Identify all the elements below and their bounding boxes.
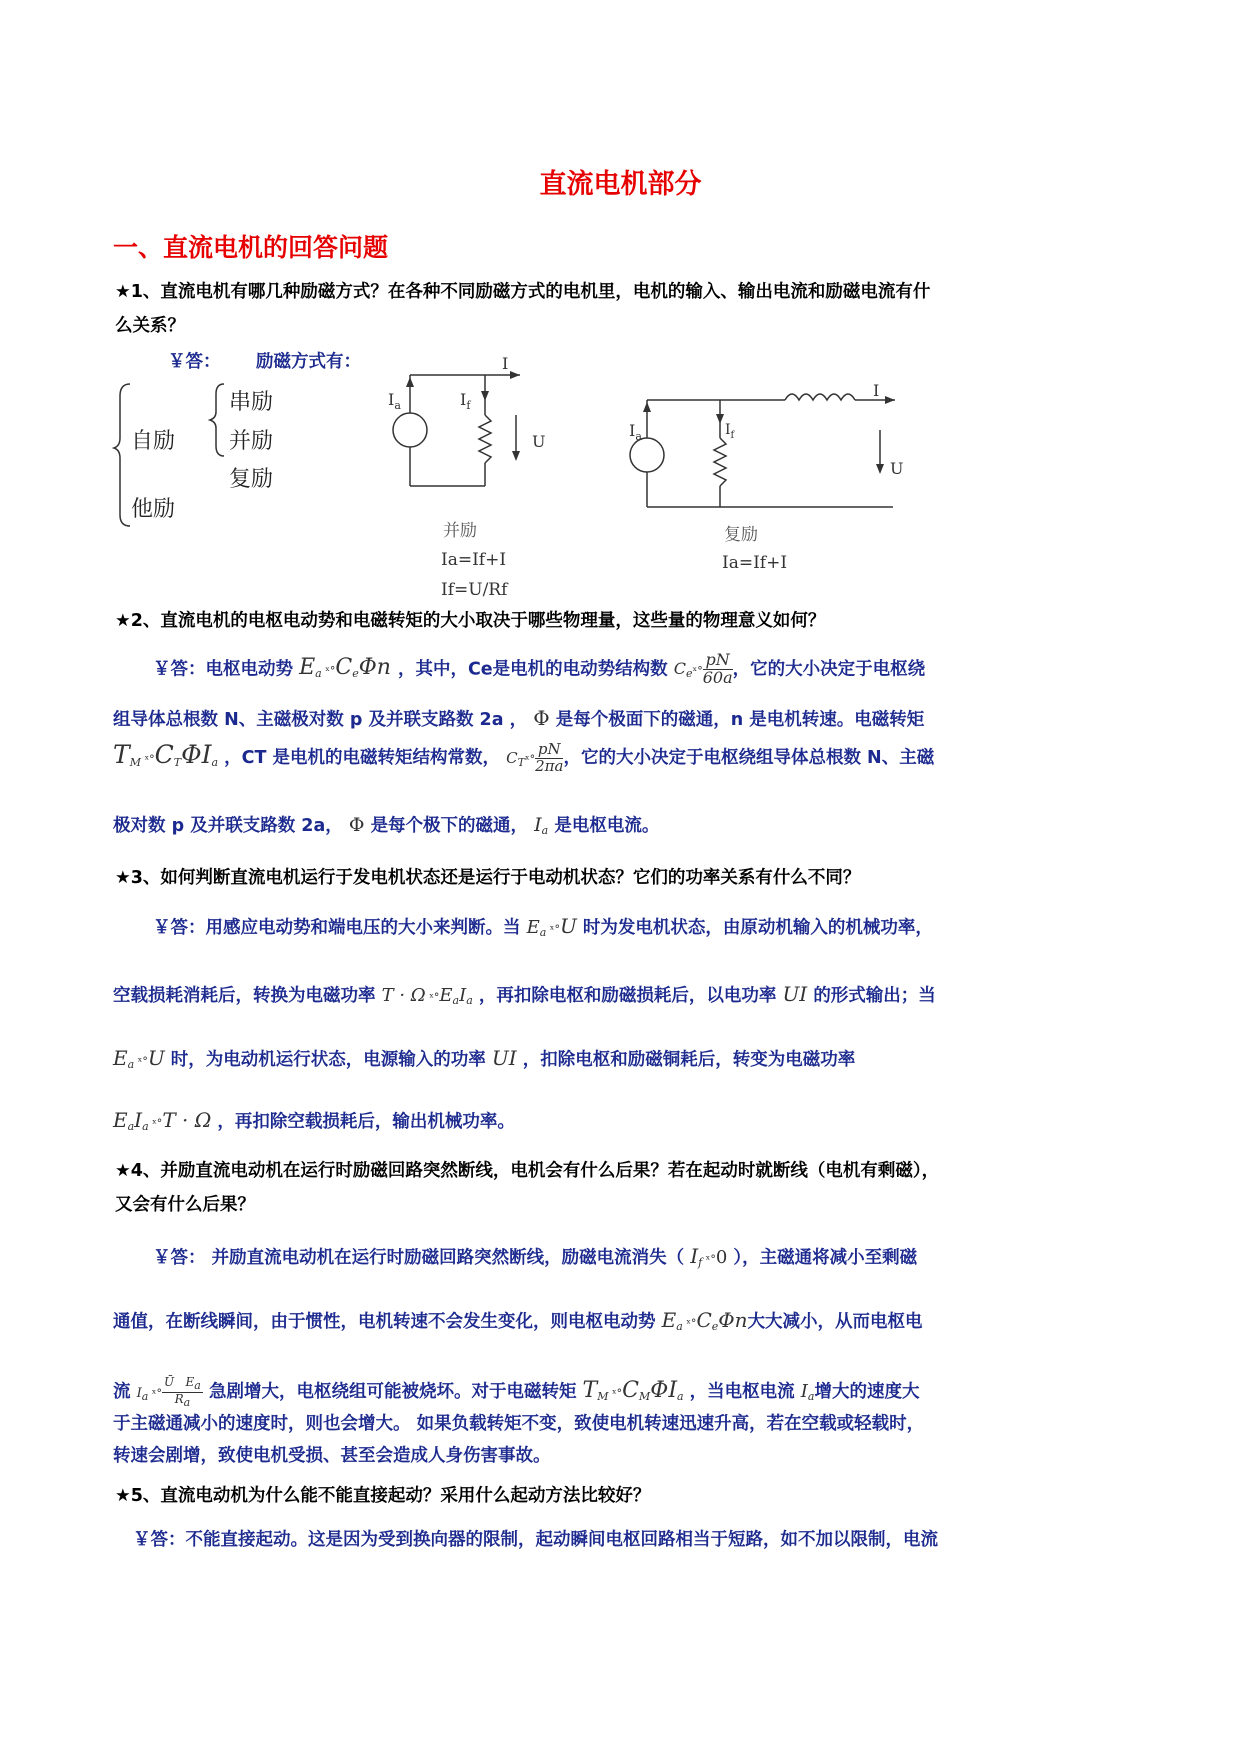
compound-circuit-diagram: [625, 380, 915, 515]
answer-4-line-2: 通值，在断线瞬间，由于惯性，电机转速不会发生变化，则电枢电动势 $E_a$ $ˣ^\circ C_e\Phi n$大大减小，从而电枢电: [113, 1308, 923, 1333]
question-1-line-1: ★1、直流电机有哪几种励磁方式？在各种不同励磁方式的电机里，电机的输入、输出电流和励磁电流有什: [115, 282, 931, 302]
answer-4-line-3: 流 $I_a$ ˣ° $\frac{\text{Ū Ea}}{Ra}$ 急剧增大，电枢绕组可能被烧坏。对于电磁转矩 $T_M$ $ˣ^\circ C_M\Phi I_a$ ，当电枢电流 $I_a$增大的速度大: [113, 1375, 920, 1409]
page-title: 直流电机部分: [539, 169, 702, 200]
shunt-caption: 并励: [443, 521, 477, 541]
series-excitation-label: 串励: [229, 390, 274, 415]
section-heading: 一、直流电机的回答问题: [113, 233, 389, 262]
answer-2-line-3: $T_M$ $ˣ^\circ C_T\Phi I_a$ ，CT 是电机的电磁转矩结构常数， $C_Tˣ^\circ$ $\frac{pN}{2\pi a}$ ，它的大小决定于电枢绕组导体总根数 N、主磁: [113, 739, 935, 775]
compound-equation-1: Ia=If+I: [722, 553, 788, 573]
answer-2-line-1: ￥答：电枢电动势 $E_a$ $ˣ^\circ C_e\Phi n$ ，其中，Ce是电机的电动势结构数 $C_eˣ^\circ$ $\frac{pN}{60a}$ ，它的大小决定于电枢绕: [153, 650, 926, 687]
answer-3-line-3: $E_a$ ˣ°U 时，为电动机运行状态，电源输入的功率 UI ，扣除电枢和励磁铜耗后，转变为电磁功率: [113, 1046, 856, 1071]
svg-text:If: $I_f$: [460, 390, 471, 412]
svg-text:U: U: [890, 459, 904, 478]
answer-1-text: 励磁方式有：: [256, 352, 361, 372]
shunt-excitation-label: 并励: [229, 429, 274, 454]
svg-text:I: I: [873, 381, 880, 400]
question-4-line-1: ★4、并励直流电动机在运行时励磁回路突然断线，电机会有什么后果？若在起动时就断线（电机有剩磁），: [115, 1161, 940, 1181]
answer-1-label: ￥答：: [168, 352, 221, 372]
svg-text:I: I: [502, 355, 509, 373]
svg-text:If: $I_f$: [725, 422, 735, 441]
question-2: ★2、直流电机的电枢电动势和电磁转矩的大小取决于哪些物理量，这些量的物理意义如何？: [115, 611, 826, 631]
question-4-line-2: 又会有什么后果？: [115, 1195, 255, 1215]
answer-3-line-1: ￥答：用感应电动势和端电压的大小来判断。当 $E_a$ ˣ°U 时为发电机状态，由原动机输入的机械功率，: [153, 914, 933, 939]
answer-3-line-2: 空载损耗消耗后，转换为电磁功率 T · Ω $ˣ^\circ E_aI_a$ ，再扣除电枢和励磁损耗后，以电功率 UI 的形式输出；当: [113, 982, 936, 1007]
shunt-circuit-diagram: [380, 355, 550, 490]
answer-5-line-1: ￥答：不能直接起动。这是因为受到换向器的限制，起动瞬间电枢回路相当于短路，如不加以限制，电流: [133, 1530, 938, 1550]
separately-excited-label: 他励: [131, 497, 176, 522]
shunt-equation-2: If=U/Rf: [441, 580, 508, 600]
compound-caption: 复励: [724, 525, 758, 545]
svg-text:Ia: $I_a$: [629, 421, 642, 443]
answer-4-line-5: 转速会剧增，致使电机受损、甚至会造成人身伤害事故。: [113, 1446, 551, 1466]
question-1-line-2: 么关系？: [115, 316, 185, 336]
svg-text:Ia: $I_a$: [388, 390, 401, 412]
compound-excitation-label: 复励: [229, 467, 274, 492]
answer-4-line-4: 于主磁通减小的速度时，则也会增大。 如果负载转矩不变，致使电机转速迅速升高，若在空载或轻载时，: [113, 1414, 925, 1434]
answer-4-line-1: ￥答： 并励直流电动机在运行时励磁回路突然断线，励磁电流消失（ $I_f$ ˣ°0 ），主磁通将减小至剩磁: [153, 1244, 918, 1269]
self-excited-label: 自励: [131, 429, 176, 454]
question-3: ★3、如何判断直流电机运行于发电机状态还是运行于电动机状态？它们的功率关系有什么不同？: [115, 868, 861, 888]
answer-2-line-4: 极对数 p 及并联支路数 2a， Φ 是每个极下的磁通， $I_a$ 是电枢电流。: [113, 814, 660, 837]
answer-2-line-2: 组导体总根数 N、主磁极对数 p 及并联支路数 2a ， Φ 是每个极面下的磁通，n 是电机转速。电磁转矩: [113, 706, 925, 730]
svg-text:U: U: [532, 432, 546, 451]
answer-3-line-4: $E_aI_a$ ˣ°T · Ω ，再扣除空载损耗后，输出机械功率。: [113, 1108, 515, 1133]
question-5: ★5、直流电动机为什么能不能直接起动？采用什么起动方法比较好？: [115, 1486, 651, 1506]
shunt-equation-1: Ia=If+I: [441, 550, 507, 570]
